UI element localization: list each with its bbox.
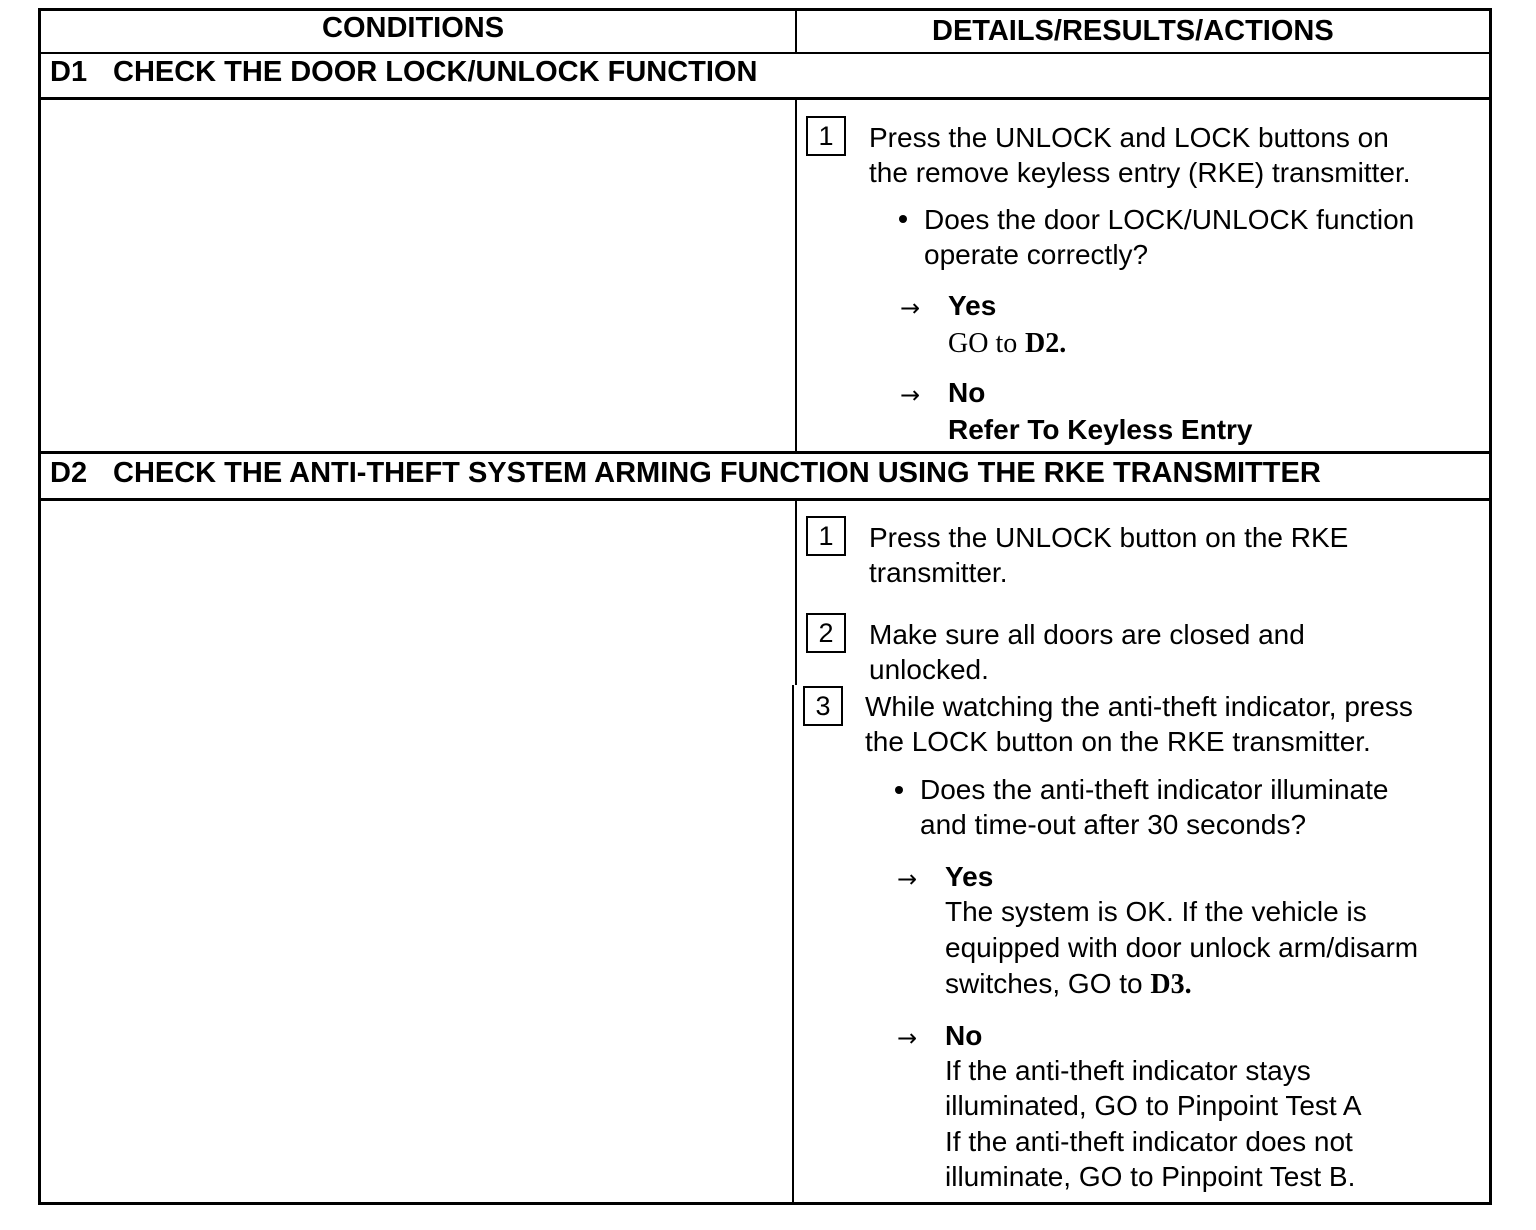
column-header-conditions: CONDITIONS xyxy=(322,12,505,44)
d2-question-line1: Does the anti-theft indicator illuminate xyxy=(920,774,1389,805)
d1-question-line2: operate correctly? xyxy=(924,239,1149,270)
d1-yes-action xyxy=(948,325,1066,361)
d2-id: D2 xyxy=(50,457,88,489)
d2-step-2-line1: Make sure all doors are closed and xyxy=(869,619,1305,650)
d1-question-bullet xyxy=(899,215,907,223)
d1-column-divider xyxy=(795,99,797,452)
d1-yes-target-link[interactable]: D2. xyxy=(1025,328,1067,359)
d1-question-line1: Does the door LOCK/UNLOCK function xyxy=(924,204,1415,235)
d2-title: CHECK THE ANTI-THEFT SYSTEM ARMING FUNCTION USING THE RKE TRANSMITTER xyxy=(113,457,1321,489)
table-border-bottom xyxy=(38,1202,1492,1205)
d2-yes-line3-text: switches, GO to xyxy=(945,968,1143,999)
d1-id: D1 xyxy=(50,56,88,88)
d2-step-1-line1: Press the UNLOCK button on the RKE xyxy=(869,522,1349,553)
d1-yes-go-text: GO to xyxy=(948,328,1018,359)
d2-question-line2: and time-out after 30 seconds? xyxy=(920,809,1307,840)
d1-no-arrow-icon: → xyxy=(900,381,921,409)
d2-yes-arrow-icon: → xyxy=(897,865,918,893)
column-header-details: DETAILS/RESULTS/ACTIONS xyxy=(932,15,1334,47)
d2-step-2-number: 2 xyxy=(806,613,846,653)
d1-step-1-number: 1 xyxy=(806,116,846,156)
d1-step-1-line2: the remove keyless entry (RKE) transmitter. xyxy=(869,157,1411,188)
table-border-left xyxy=(38,8,41,1205)
d2-step-1-line2: transmitter. xyxy=(869,557,1008,588)
d1-no-label: No xyxy=(948,377,986,408)
table-border-top xyxy=(38,8,1492,11)
d2-no-label: No xyxy=(945,1020,983,1051)
d2-title-divider xyxy=(38,498,1492,501)
d2-yes-target-link[interactable]: D3. xyxy=(1150,969,1192,1000)
d2-no-line2: illuminated, GO to Pinpoint Test A xyxy=(945,1090,1362,1121)
d1-divider xyxy=(38,97,1492,100)
d2-step-3-number: 3 xyxy=(803,686,843,726)
d2-no-line4: illuminate, GO to Pinpoint Test B. xyxy=(945,1161,1356,1192)
header-divider xyxy=(38,52,1492,54)
d2-step-3-line2: the LOCK button on the RKE transmitter. xyxy=(865,726,1371,757)
d2-step-1-number: 1 xyxy=(806,516,846,556)
d2-column-divider-upper xyxy=(795,500,797,685)
d1-step-1-line1: Press the UNLOCK and LOCK buttons on xyxy=(869,122,1389,153)
d2-yes-line3 xyxy=(945,966,1192,1002)
d2-yes-label: Yes xyxy=(945,861,994,892)
table-border-right xyxy=(1489,8,1492,1205)
d2-no-arrow-icon: → xyxy=(897,1024,918,1052)
d1-title: CHECK THE DOOR LOCK/UNLOCK FUNCTION xyxy=(113,56,758,88)
d2-no-line3: If the anti-theft indicator does not xyxy=(945,1126,1353,1157)
d2-yes-line1: The system is OK. If the vehicle is xyxy=(945,896,1367,927)
d2-top-divider xyxy=(38,451,1492,454)
d2-column-divider-lower xyxy=(792,685,794,1205)
d1-yes-label: Yes xyxy=(948,290,997,321)
d2-step-3-line1: While watching the anti-theft indicator, press xyxy=(865,691,1413,722)
d1-yes-arrow-icon: → xyxy=(900,294,921,322)
d2-yes-line2: equipped with door unlock arm/disarm xyxy=(945,932,1419,963)
d1-no-action: Refer To Keyless Entry xyxy=(948,414,1253,445)
d2-no-line1: If the anti-theft indicator stays xyxy=(945,1055,1311,1086)
d2-question-bullet xyxy=(895,786,903,794)
header-column-divider xyxy=(795,8,797,54)
d2-step-2-line2: unlocked. xyxy=(869,654,989,685)
